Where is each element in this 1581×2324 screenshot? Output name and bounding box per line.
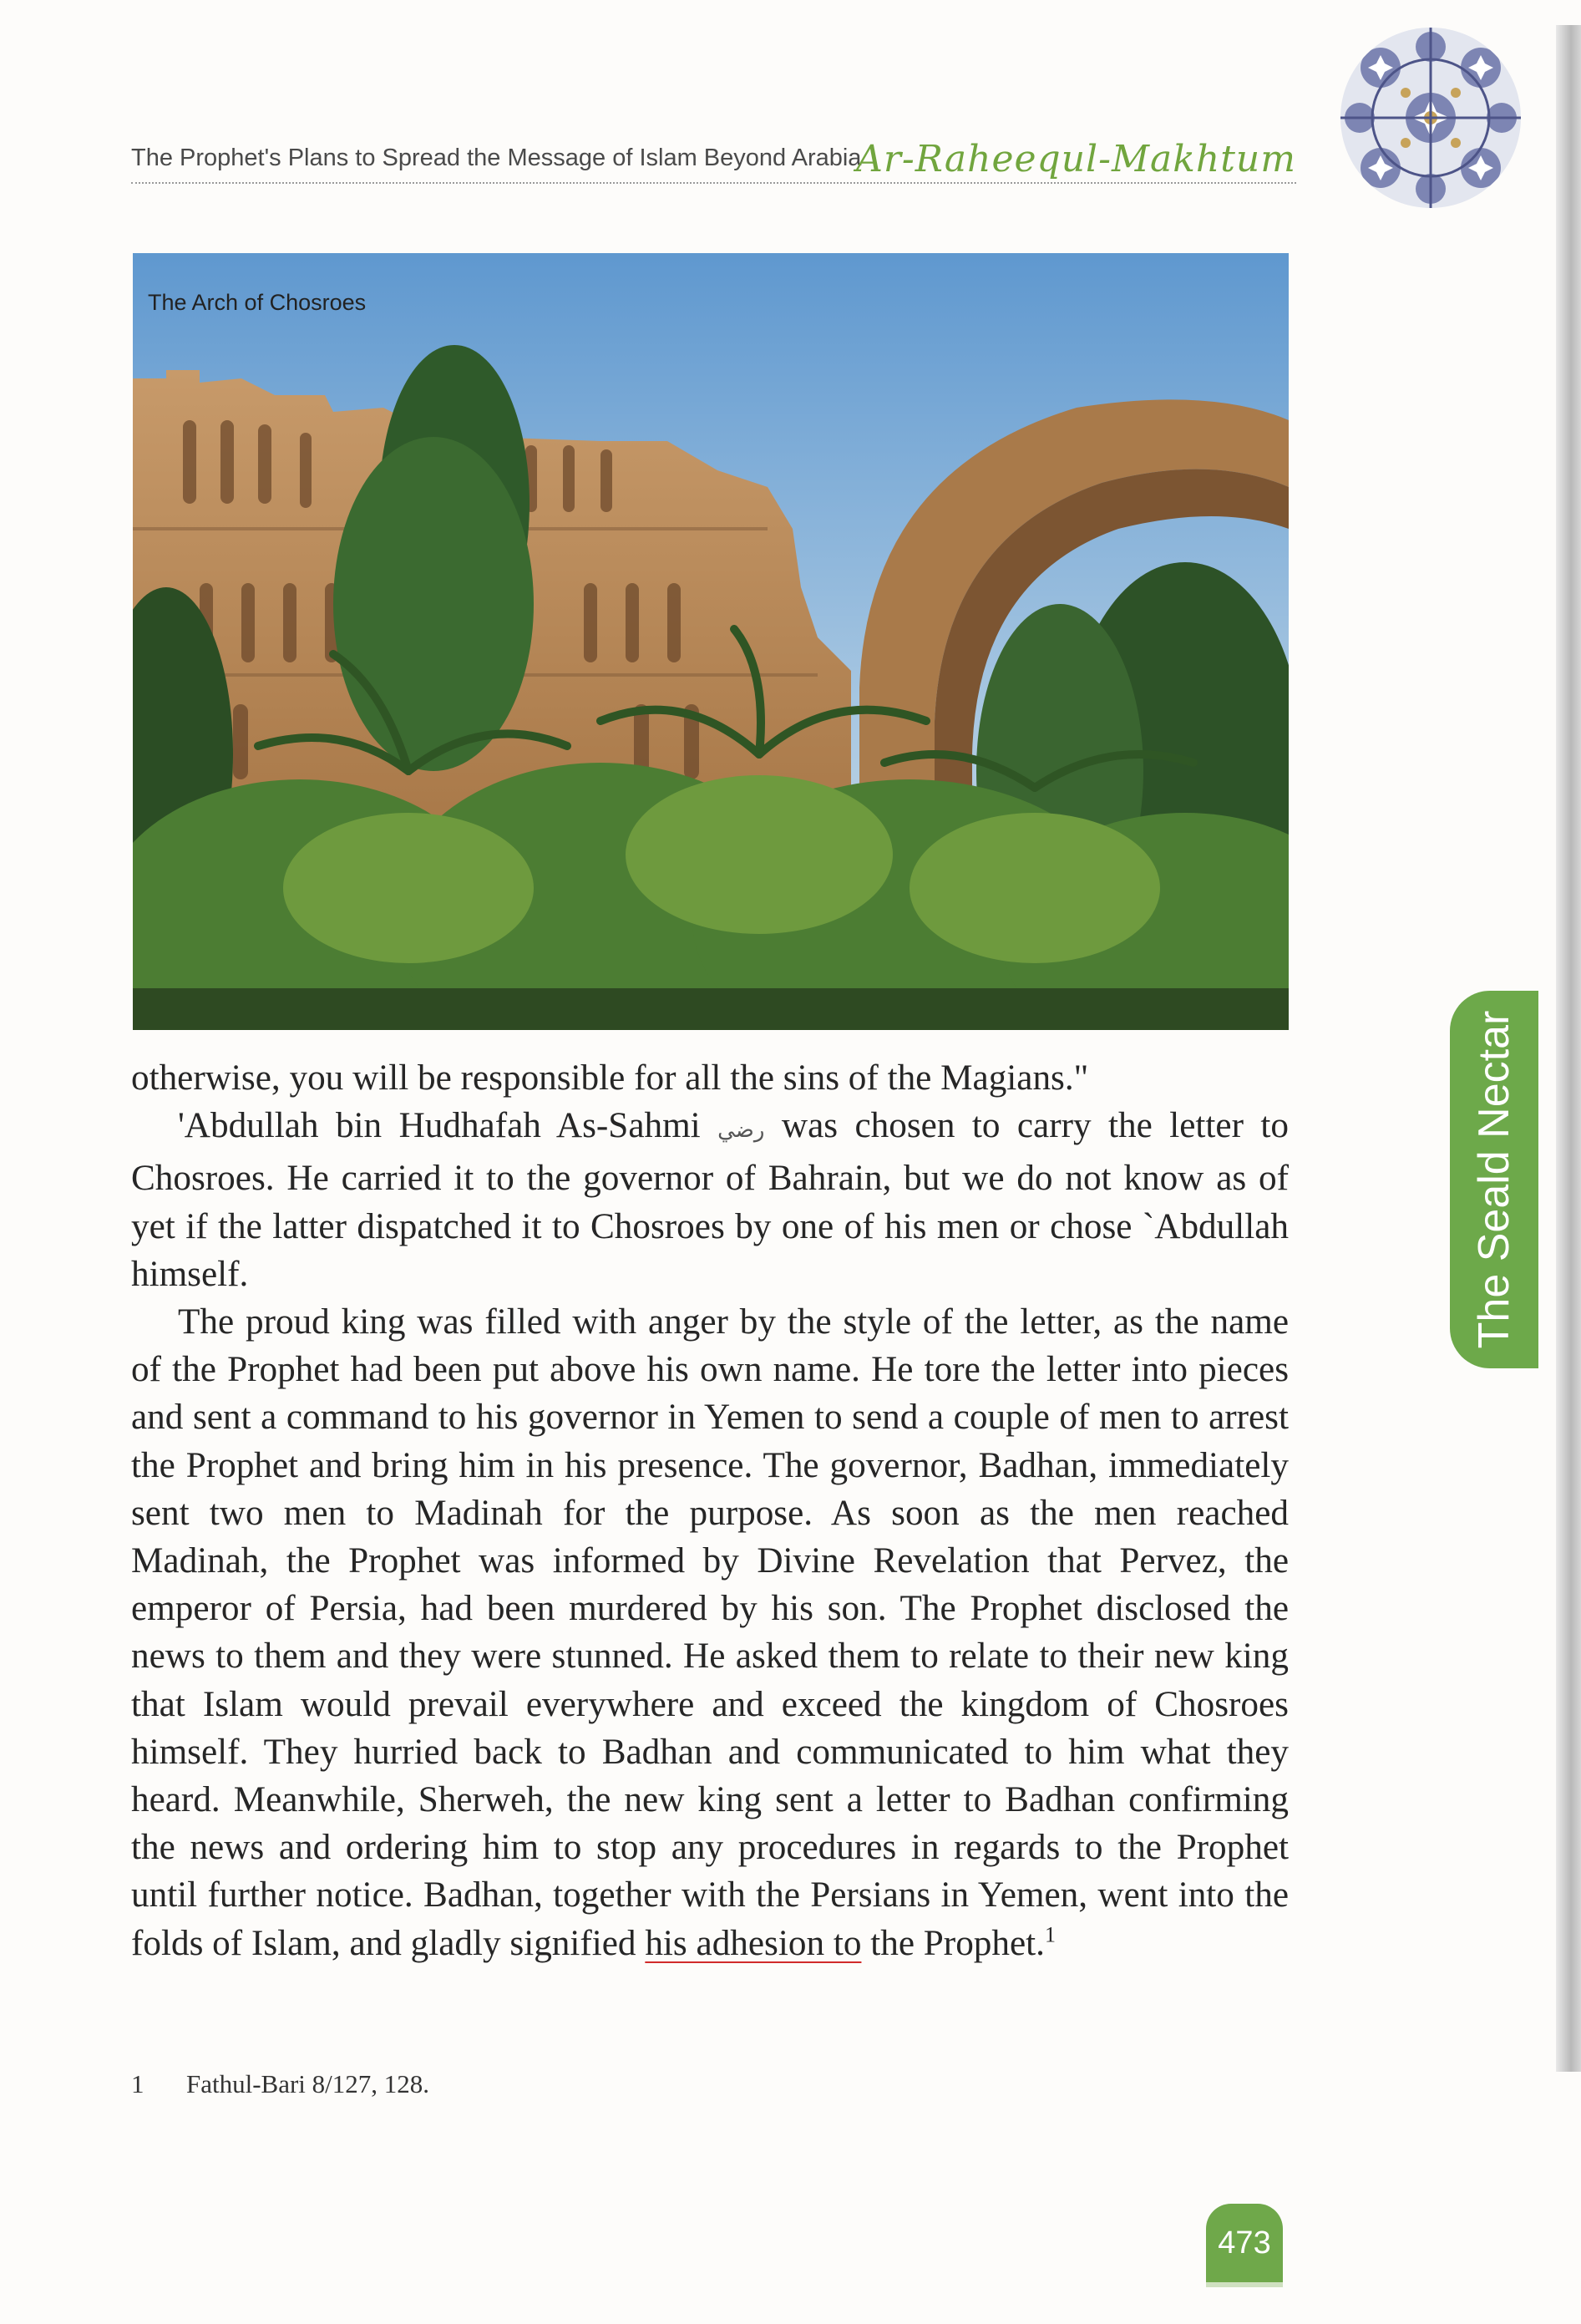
paragraph-1-text: otherwise, you will be responsible for all the sins of the Magians." xyxy=(131,1058,1089,1098)
side-tab-label: The Seald Nectar xyxy=(1470,1010,1518,1349)
footnote-reference[interactable]: 1 xyxy=(1044,1922,1056,1947)
photo-illustration xyxy=(133,253,1289,1030)
paragraph-3-text: The proud king was filled with anger by the style of the letter, as the name of the Prophet had been put above his own name. He tore the letter into pieces and sent a command to his governor in Yemen to send a couple of men to arrest the Prophet and bring him in his presence. The governor, Badhan, immediately sent two men to Madinah for the purpose. As soon as the men reached Madinah, the Prophet was informed by Divine Revelation that Pervez, the emperor of Persia, had been murdered by his son. The Prophet disclosed the news to them and they were stunned. He asked them to relate to their new king that Islam would prevail everywhere and exceed the kingdom of Chosroes himself. They hurried back to Badhan and communicated to him what they heard. Meanwhile, Sherweh, the new king sent a letter to Badhan confirming the news and ordering him to stop any procedures in regards to the Prophet until further notice. Badhan, together with the Persians in Yemen, went into the folds of Islam, and gladly signified xyxy=(131,1302,1289,1963)
ornament-tile-icon xyxy=(1335,22,1527,214)
paragraph-3-end: the Prophet. xyxy=(861,1923,1045,1963)
page-number: 473 xyxy=(1218,2225,1271,2261)
paragraph-2-text-end: was chosen to carry the letter to Chosroes. He carried it to the governor of Bahrain, but we do not know as of yet if the latter dispatched it to Chosroes by one of his men or chose `Abdullah himself. xyxy=(131,1106,1289,1294)
chapter-title: The Prophet's Plans to Spread the Message of Islam Beyond Arabia xyxy=(131,145,862,171)
paragraph-2-text-start: 'Abdullah bin Hudhafah As-Sahmi xyxy=(178,1106,718,1146)
paragraph-3 xyxy=(131,1298,1289,1967)
page-edge-shadow xyxy=(1556,25,1581,2072)
side-tab xyxy=(1450,991,1538,1368)
honorific-symbol: رضي xyxy=(717,1118,765,1144)
arch-of-chosroes-photo xyxy=(133,253,1289,1030)
footnote-text: Fathul-Bari 8/127, 128. xyxy=(186,2069,430,2098)
paragraph-1 xyxy=(131,1054,1289,1102)
footnote-number: 1 xyxy=(131,2069,144,2098)
header-dotted-rule xyxy=(131,182,1296,184)
footnote xyxy=(131,2069,429,2099)
page-number-tab xyxy=(1206,2204,1283,2282)
underlined-phrase: his adhesion to xyxy=(645,1923,862,1963)
figure-caption: The Arch of Chosroes xyxy=(148,290,367,315)
running-header xyxy=(131,125,1296,184)
body-text xyxy=(131,1054,1289,1967)
paragraph-2 xyxy=(131,1102,1289,1298)
book-title: Ar-Raheequl-Makhtum xyxy=(856,138,1296,180)
